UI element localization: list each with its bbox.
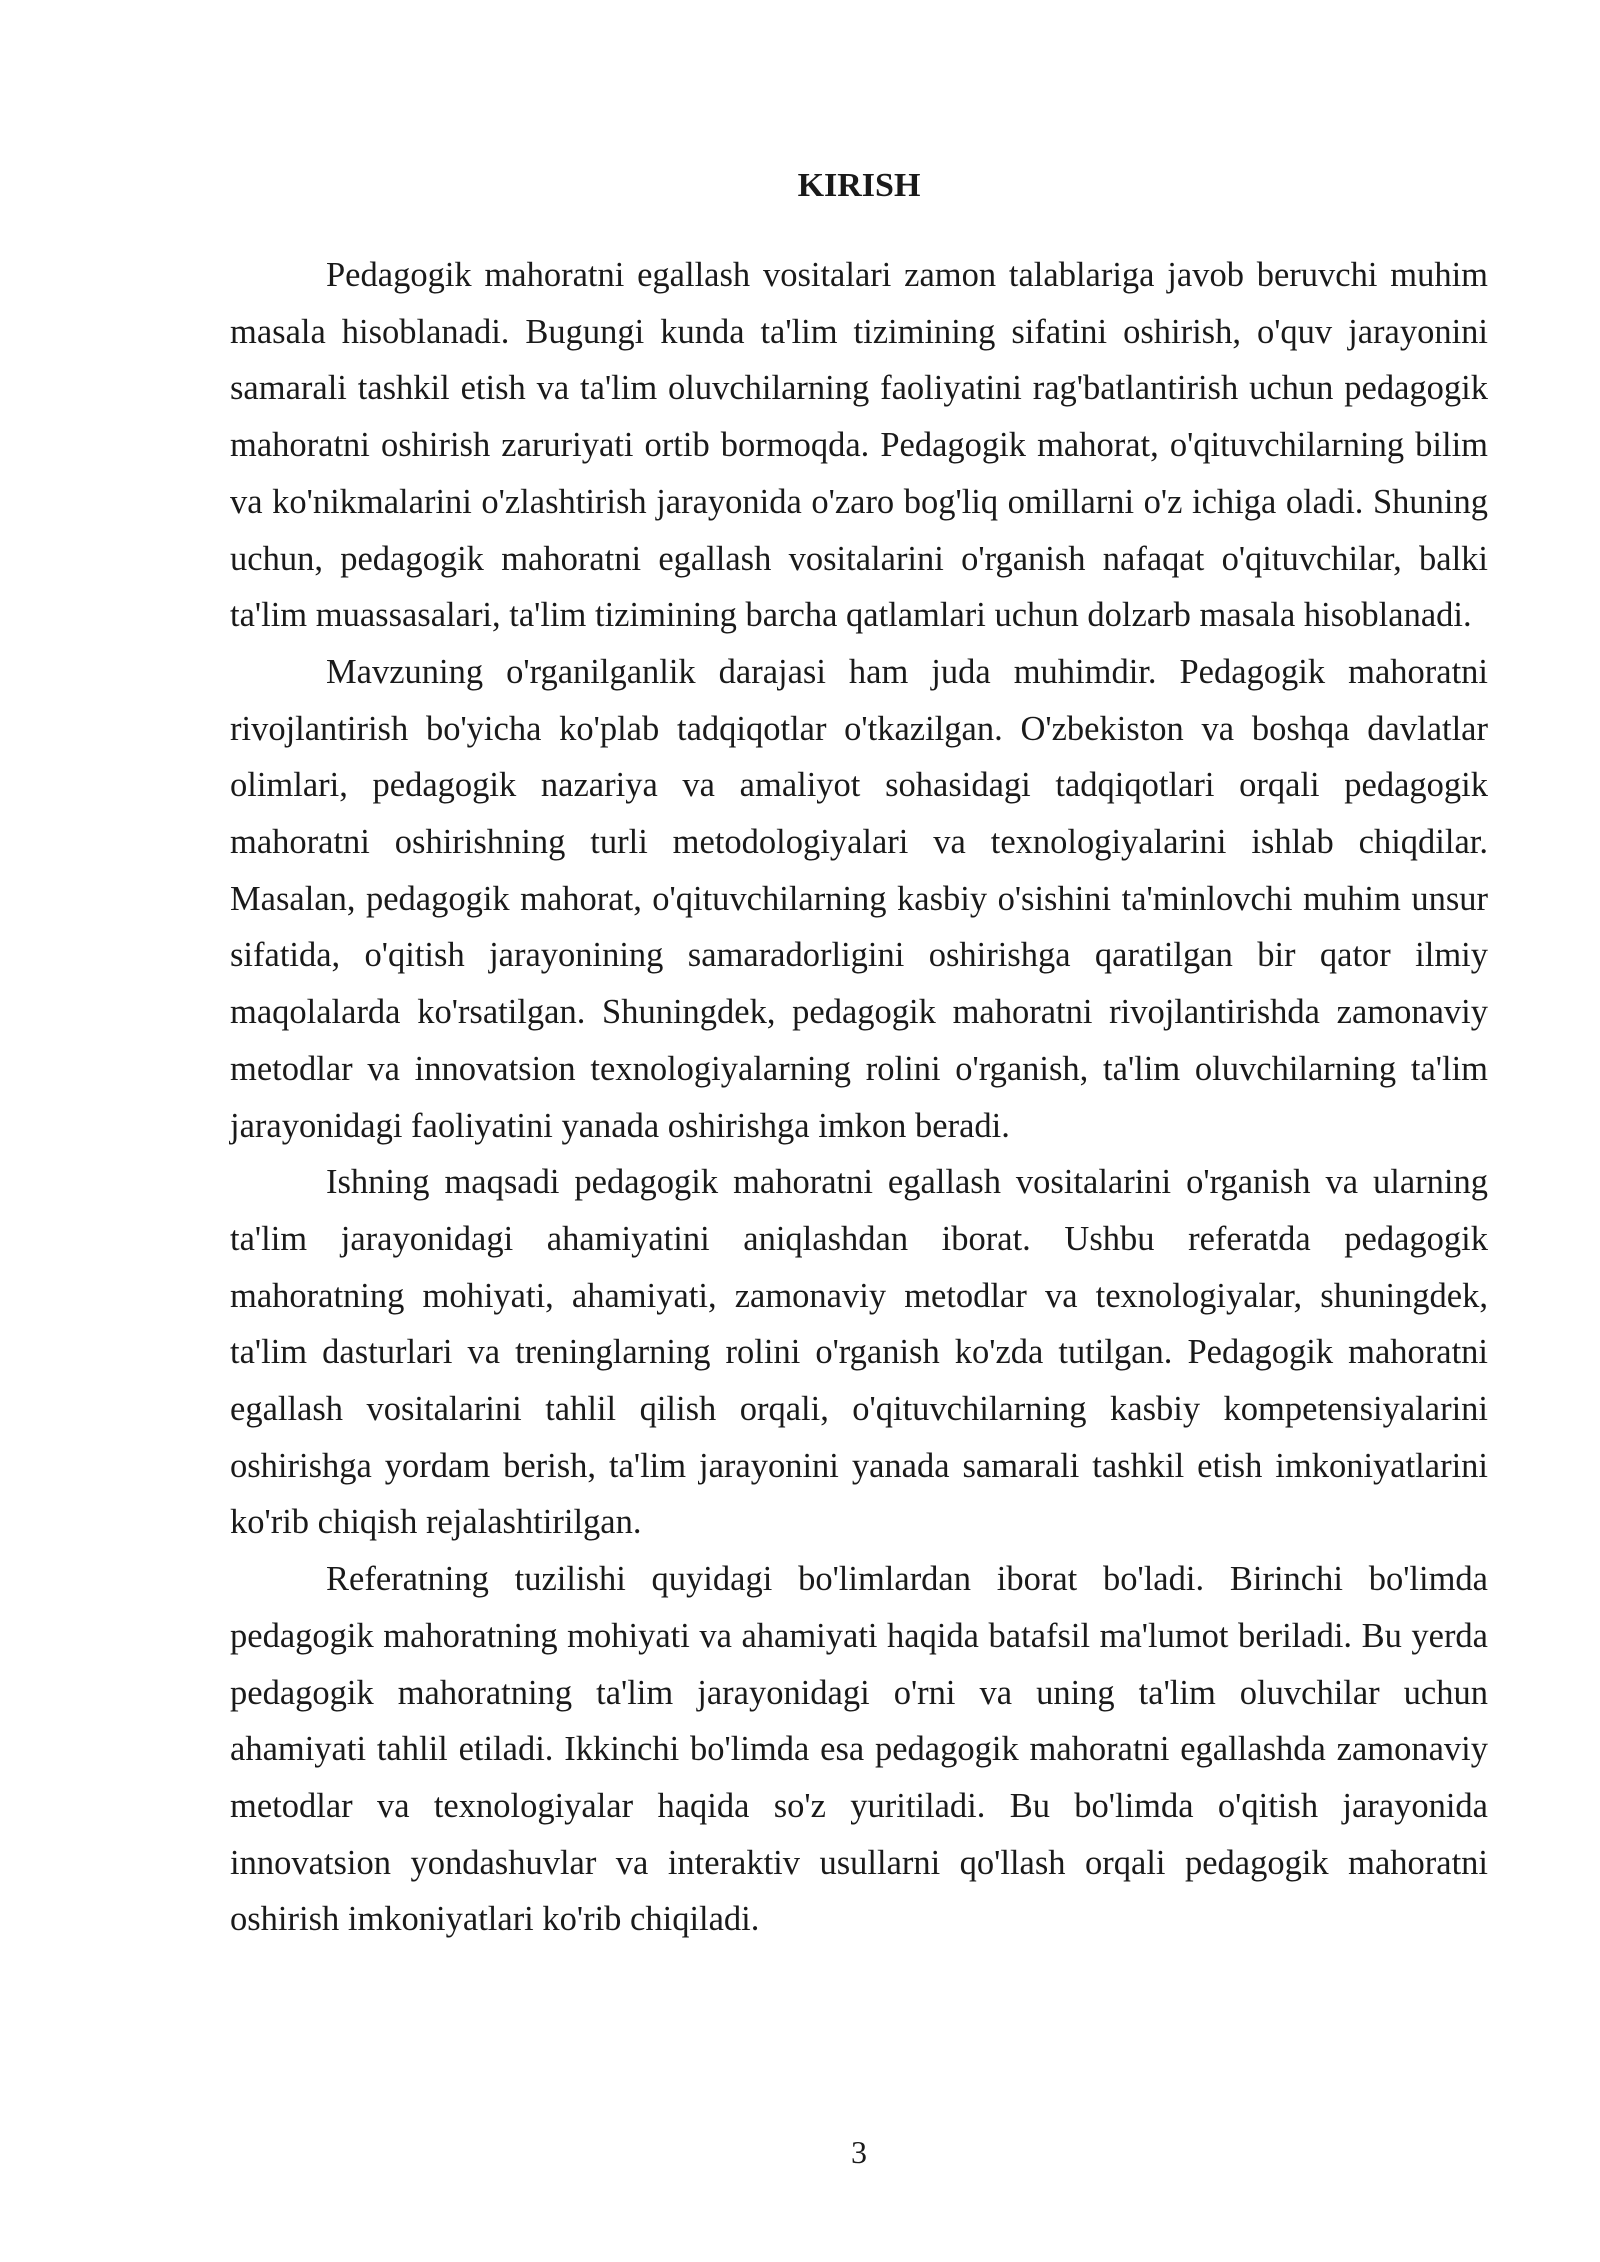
paragraph-study-level: Mavzuning o'rganilganlik darajasi ham juda muhimdir. Pedagogik mahoratni rivojlantirish bo'yicha ko'plab tadqiqotlar o'tkazilgan. O'zbekiston va boshqa davlatlar olimlari, pedagogik nazariya va amaliyot sohasidagi tadqiqotlari orqali pedagogik mahoratni oshirishning turli metodologiyalari va texnologiyalarini ishlab chiqdilar. Masalan, pedagogik mahorat, o'qituvchilarning kasbiy o'sishini ta'minlovchi muhim unsur sifatida, o'qitish jarayonining samaradorligini oshirishga qaratilgan bir qator ilmiy maqolalarda ko'rsatilgan. Shuningdek, pedagogik mahoratni rivojlantirishda zamonaviy metodlar va innovatsion texnologiyalarning rolini o'rganish, ta'lim oluvchilarning ta'lim jarayonidagi faoliyatini yanada oshirishga imkon beradi. <box>230 652 1488 1145</box>
page-number: 3 <box>851 2134 867 2170</box>
body-text <box>230 247 1488 1948</box>
page-title: KIRISH <box>797 167 921 204</box>
document-page <box>230 0 1488 2262</box>
paragraph-relevance: Pedagogik mahoratni egallash vositalari zamon talablariga javob beruvchi muhim masala hisoblanadi. Bugungi kunda ta'lim tizimining sifatini oshirish, o'quv jarayonini samarali tashkil etish va ta'lim oluvchilarning faoliyatini rag'batlantirish uchun pedagogik mahoratni oshirish zaruriyati ortib bormoqda. Pedagogik mahorat, o'qituvchilarning bilim va ko'nikmalarini o'zlashtirish jarayonida o'zaro bog'liq omillarni o'z ichiga oladi. Shuning uchun, pedagogik mahoratni egallash vositalarini o'rganish nafaqat o'qituvchilar, balki ta'lim muassasalari, ta'lim tizimining barcha qatlamlari uchun dolzarb masala hisoblanadi. <box>230 256 1488 635</box>
paragraph-aim: Ishning maqsadi pedagogik mahoratni egallash vositalarini o'rganish va ularning ta'lim jarayonidagi ahamiyatini aniqlashdan iborat. Ushbu referatda pedagogik mahoratning mohiyati, ahamiyati, zamonaviy metodlar va texnologiyalar, shuningdek, ta'lim dasturlari va treninglarning rolini o'rganish ko'zda tutilgan. Pedagogik mahoratni egallash vositalarini tahlil qilish orqali, o'qituvchilarning kasbiy kompetensiyalarini oshirishga yordam berish, ta'lim jarayonini yanada samarali tashkil etish imkoniyatlarini ko'rib chiqish rejalashtirilgan. <box>230 1163 1488 1542</box>
paragraph-structure: Referatning tuzilishi quyidagi bo'limlardan iborat bo'ladi. Birinchi bo'limda pedagogik mahoratning mohiyati va ahamiyati haqida batafsil ma'lumot beriladi. Bu yerda pedagogik mahoratning ta'lim jarayonidagi o'rni va uning ta'lim oluvchilar uchun ahamiyati tahlil etiladi. Ikkinchi bo'limda esa pedagogik mahoratni egallashda zamonaviy metodlar va texnologiyalar haqida so'z yuritiladi. Bu bo'limda o'qitish jarayonida innovatsion yondashuvlar va interaktiv usullarni qo'llash orqali pedagogik mahoratni oshirish imkoniyatlari ko'rib chiqiladi. <box>230 1560 1488 1939</box>
